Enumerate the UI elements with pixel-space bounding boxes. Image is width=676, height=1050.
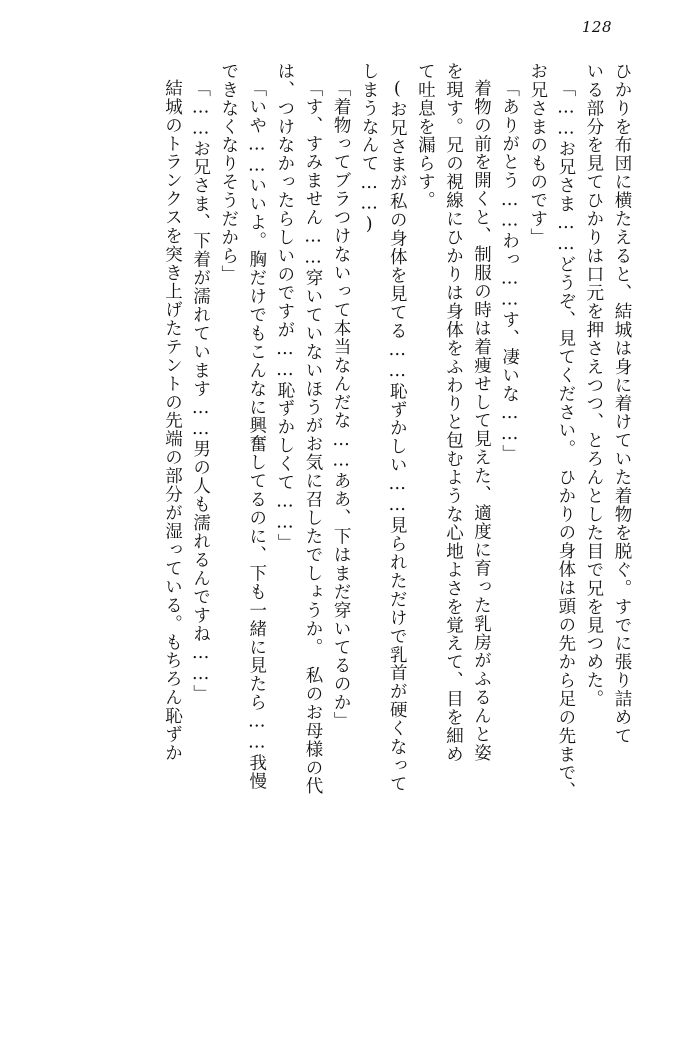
- text-line: 結城のトランクスを突き上げたテントの先端の部分が湿っている。もちろん恥ずか: [162, 79, 183, 763]
- text-line: 「着物ってブラつけないって本当なんだな……ああ、下はまだ穿いてるのか」: [331, 79, 352, 731]
- text-line: 「ありがとう……わっ……す、凄いな……」: [499, 79, 520, 464]
- text-line: しまうなんて……): [359, 62, 380, 236]
- text-line: ひかりを布団に横たえると、結城は身に着けていた着物を脱ぐ。すでに張り詰めて: [612, 62, 632, 746]
- text-line: お兄さまのものです」: [527, 62, 548, 247]
- text-line: 「す、すみません……穿いていないほうがお気に召したでしょうか。 私のお母様の代: [302, 79, 323, 796]
- text-line: 着物の前を開くと、制服の時は着痩せして見えた、適度に育った乳房がふるんと姿: [471, 79, 492, 763]
- text-line: 「……お兄さま……どうぞ、見てください。 ひかりの身体は頭の先から足の先まで、: [555, 79, 576, 801]
- page-text-body: [46, 62, 630, 1016]
- text-line: て吐息を漏らす。: [415, 62, 436, 210]
- text-line: できなくなりそうだから」: [218, 62, 239, 284]
- text-line: (お兄さまが私の身体を見てる……恥ずかしい……見られただけで乳首が硬くなって: [387, 79, 408, 794]
- text-line: 「いや……いいよ。胸だけでもこんなに興奮してるのに、下も一緒に見たら……我慢: [246, 79, 267, 791]
- text-line: いる部分を見てひかりは口元を押さえつつ、とろんとした目で兄を見つめた。: [583, 62, 604, 709]
- text-line: 「……お兄さま、下着が濡れています……男の人も濡れるんですね……」: [190, 79, 211, 704]
- text-line: を現す。兄の視線にひかりは身体をふわりと包むような心地よさを覚えて、目を細め: [443, 62, 464, 764]
- text-line: は、つけなかったらしいのですが……恥ずかしくて……」: [274, 62, 295, 553]
- page-number: 128: [581, 18, 612, 36]
